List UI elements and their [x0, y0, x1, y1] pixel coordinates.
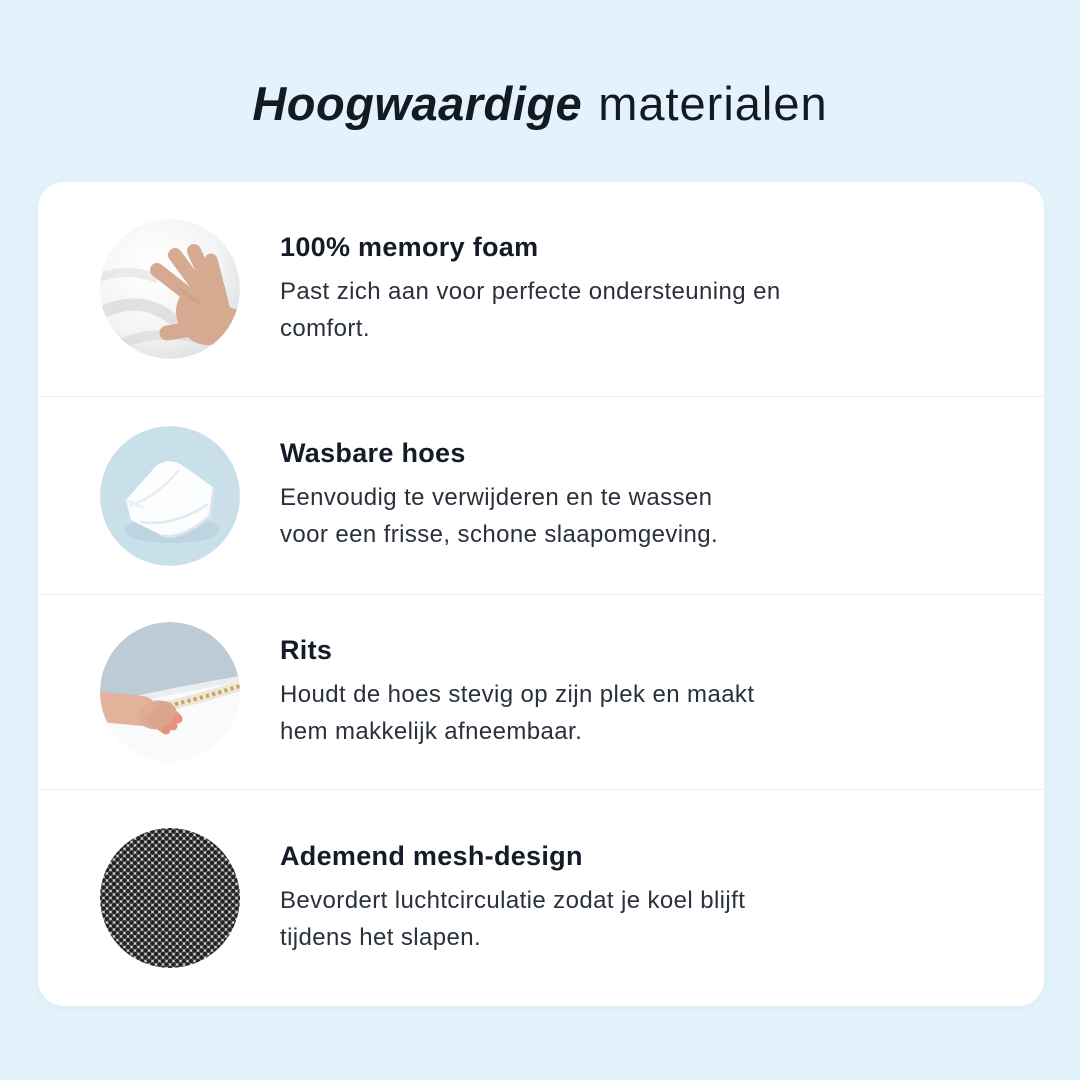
- feature-description-line: hem makkelijk afneembaar.: [280, 717, 583, 745]
- feature-description-line: Past zich aan voor perfecte ondersteuning en: [280, 277, 781, 305]
- page-title-rest: materialen: [598, 76, 828, 130]
- feature-description-line: Bevordert luchtcirculatie zodat je koel blijft: [280, 886, 746, 914]
- memory-foam-hand-photo: [100, 219, 240, 359]
- feature-description-line: tijdens het slapen.: [280, 923, 482, 951]
- mesh-photo: [100, 828, 240, 968]
- mesh-pattern: [100, 828, 240, 968]
- page-title-emphasis: Hoogwaardige: [252, 76, 583, 130]
- features-card: [38, 182, 1044, 1006]
- feature-title: Wasbare hoes: [280, 438, 466, 468]
- feature-description-line: voor een frisse, schone slaapomgeving.: [280, 521, 719, 548]
- page-title: [0, 0, 1080, 182]
- feature-description-line: Eenvoudig te verwijderen en te wassen: [280, 484, 713, 511]
- feature-texts: [280, 635, 754, 750]
- feature-title: Rits: [280, 634, 333, 665]
- zipper-photo: [100, 622, 240, 762]
- feature-texts: [280, 438, 718, 553]
- feature-title: Ademend mesh-design: [280, 840, 583, 871]
- feature-texts: [280, 841, 745, 956]
- feature-description-line: Houdt de hoes stevig op zijn plek en maakt: [280, 680, 755, 708]
- feature-description-line: comfort.: [280, 314, 370, 342]
- feature-row-zipper: [38, 595, 1044, 790]
- feature-row-washable-cover: [38, 397, 1044, 595]
- feature-row-memory-foam: [38, 182, 1044, 397]
- washable-cover-photo: [100, 426, 240, 566]
- feature-row-mesh: [38, 790, 1044, 1006]
- feature-title: 100% memory foam: [280, 231, 539, 262]
- feature-texts: [280, 232, 781, 347]
